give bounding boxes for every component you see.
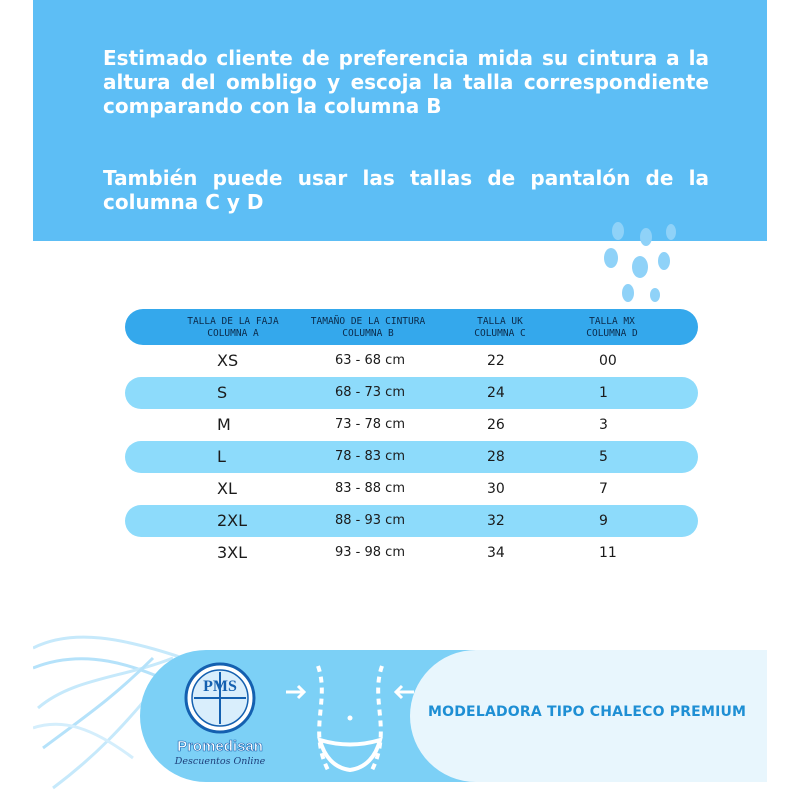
waist-range: 68 - 73 cm — [335, 385, 405, 400]
waist-range: 83 - 88 cm — [335, 481, 405, 496]
mx-size: 3 — [599, 417, 608, 433]
size-label: XL — [217, 479, 237, 498]
waist-range: 88 - 93 cm — [335, 513, 405, 528]
mx-size: 9 — [599, 513, 608, 529]
waist-range: 63 - 68 cm — [335, 353, 405, 368]
size-label: M — [217, 415, 231, 434]
uk-size: 28 — [487, 449, 505, 465]
mx-size: 1 — [599, 385, 608, 401]
size-label: 2XL — [217, 511, 248, 530]
instructions-banner — [33, 0, 767, 241]
uk-size: 30 — [487, 481, 505, 497]
uk-size: 24 — [487, 385, 505, 401]
table-row — [125, 441, 698, 473]
decorative-drops — [600, 222, 690, 312]
mx-size: 00 — [599, 353, 617, 369]
uk-size: 22 — [487, 353, 505, 369]
mx-size: 11 — [599, 545, 617, 561]
column-header-b: TAMAÑO DE LA CINTURA COLUMNA B — [310, 316, 426, 339]
size-label: S — [217, 383, 228, 402]
table-row — [125, 537, 698, 569]
table-row — [125, 345, 698, 377]
instructions-paragraph-1: Estimado cliente de preferencia mida su cintura a la altura del ombligo y escoja la talla correspondiente comparando con la columna B — [103, 46, 709, 118]
column-header-c: TALLA UK COLUMNA C — [474, 316, 526, 339]
column-header-a: TALLA DE LA FAJA COLUMNA A — [187, 316, 279, 339]
table-row — [125, 473, 698, 505]
waist-range: 78 - 83 cm — [335, 449, 405, 464]
product-name: MODELADORA TIPO CHALECO PREMIUM — [428, 704, 747, 720]
uk-size: 26 — [487, 417, 505, 433]
brand-name: Promedisan — [177, 738, 263, 755]
uk-size: 32 — [487, 513, 505, 529]
size-label: L — [217, 447, 226, 466]
table-row — [125, 377, 698, 409]
instructions-paragraph-2: También puede usar las tallas de pantalón de la columna C y D — [103, 166, 709, 214]
svg-text:PMS: PMS — [203, 678, 237, 695]
uk-size: 34 — [487, 545, 505, 561]
table-row — [125, 409, 698, 441]
mx-size: 7 — [599, 481, 608, 497]
waist-range: 93 - 98 cm — [335, 545, 405, 560]
column-header-d: TALLA MX COLUMNA D — [586, 316, 638, 339]
brand-tagline: Descuentos Online — [174, 756, 266, 767]
table-header — [125, 309, 698, 345]
mx-size: 5 — [599, 449, 608, 465]
size-table — [125, 309, 698, 569]
waist-range: 73 - 78 cm — [335, 417, 405, 432]
table-row — [125, 505, 698, 537]
waist-figure-illustration — [280, 660, 420, 782]
size-label: XS — [217, 351, 239, 370]
size-label: 3XL — [217, 543, 248, 562]
